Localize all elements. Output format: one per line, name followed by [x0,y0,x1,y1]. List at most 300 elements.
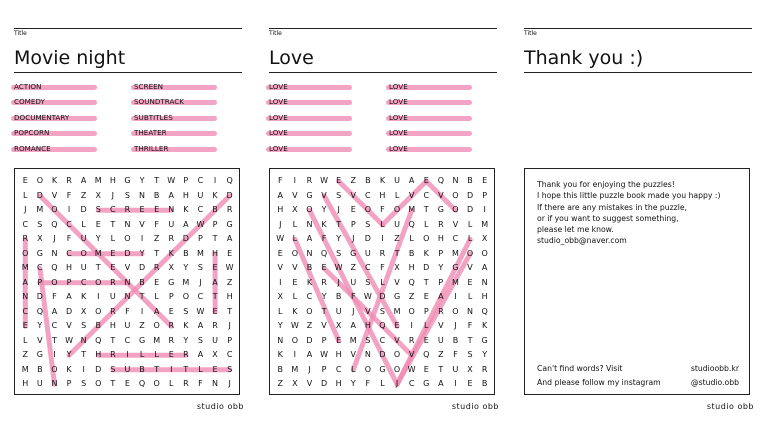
grid-letter[interactable]: A [306,234,313,243]
grid-letter[interactable]: A [481,263,488,272]
grid-letter[interactable]: H [335,379,342,388]
grid-letter[interactable]: K [66,364,72,374]
grid-letter[interactable]: W [167,176,176,185]
grid-letter[interactable]: A [350,321,356,330]
grid-letter[interactable]: G [36,350,43,359]
grid-letter[interactable]: L [467,292,473,301]
grid-letter[interactable]: O [481,248,488,258]
grid-letter[interactable]: J [454,321,457,330]
grid-letter[interactable]: O [452,306,459,316]
grid-letter[interactable]: R [168,234,175,243]
grid-letter[interactable]: P [37,277,43,287]
grid-letter[interactable]: D [379,292,386,301]
grid-letter[interactable]: Q [95,335,102,345]
grid-letter[interactable]: V [350,190,356,200]
grid-letter[interactable]: P [438,277,444,287]
grid-letter[interactable]: W [276,234,285,243]
grid-letter[interactable]: K [51,176,58,185]
grid-letter[interactable]: C [365,190,371,200]
grid-letter[interactable]: N [277,335,284,345]
grid-letter[interactable]: C [22,306,29,316]
grid-letter[interactable]: C [379,335,386,345]
grid-letter[interactable]: E [423,335,429,345]
grid-letter[interactable]: V [306,379,313,388]
grid-letter[interactable]: A [277,190,283,200]
grid-letter[interactable]: O [452,190,459,200]
grid-letter[interactable]: P [321,335,327,345]
grid-letter[interactable]: E [336,176,342,185]
grid-letter[interactable]: F [350,292,356,301]
grid-letter[interactable]: M [182,277,190,287]
grid-letter[interactable]: S [37,219,43,229]
grid-letter[interactable]: S [227,364,233,374]
grid-letter[interactable]: E [95,219,101,229]
grid-letter[interactable]: A [197,321,204,330]
grid-letter[interactable]: G [452,263,459,272]
grid-letter[interactable]: G [379,364,386,374]
grid-letter[interactable]: Q [408,277,415,287]
grid-letter[interactable]: C [80,277,87,287]
grid-letter[interactable]: F [467,321,473,330]
grid-letter[interactable]: Z [139,321,145,330]
grid-letter[interactable]: A [438,292,444,301]
grid-letter[interactable]: V [350,350,356,359]
grid-letter[interactable]: A [197,350,204,359]
grid-letter[interactable]: Z [277,379,283,388]
grid-letter[interactable]: K [212,190,218,200]
grid-letter[interactable]: D [364,234,371,243]
grid-letter[interactable]: N [467,306,474,316]
grid-letter[interactable]: T [321,306,327,316]
grid-letter[interactable]: V [394,277,400,287]
grid-letter[interactable]: G [481,335,488,345]
grid-letter[interactable]: L [380,379,385,388]
grid-letter[interactable]: C [197,176,204,185]
grid-letter[interactable]: F [66,234,72,243]
grid-letter[interactable]: O [153,379,160,388]
grid-letter[interactable]: V [438,321,444,330]
grid-letter[interactable]: X [335,321,342,330]
grid-letter[interactable]: D [466,205,474,214]
grid-letter[interactable]: Q [138,379,146,388]
grid-letter[interactable]: V [408,190,415,200]
grid-letter[interactable]: X [80,306,87,316]
grid-letter[interactable]: R [110,306,116,316]
grid-letter[interactable]: P [350,219,356,229]
grid-letter[interactable]: E [423,364,429,374]
grid-letter[interactable]: P [227,335,233,345]
grid-letter[interactable]: V [66,321,72,330]
grid-letter[interactable]: J [352,306,355,316]
grid-letter[interactable]: A [51,306,58,316]
grid-letter[interactable]: D [306,335,313,345]
grid-letter[interactable]: M [153,335,161,345]
grid-letter[interactable]: I [381,234,384,243]
grid-letter[interactable]: R [321,277,327,287]
grid-letter[interactable]: W [320,350,328,359]
grid-letter[interactable]: X [292,205,298,214]
grid-letter[interactable]: T [154,176,160,185]
grid-letter[interactable]: Y [438,263,444,272]
grid-letter[interactable]: B [365,176,371,185]
grid-letter[interactable]: N [306,219,313,229]
grid-letter[interactable]: J [337,205,340,214]
grid-letter[interactable]: L [467,234,473,243]
grid-letter[interactable]: F [380,205,385,214]
grid-letter[interactable]: K [321,219,327,229]
grid-letter[interactable]: K [183,321,189,330]
grid-letter[interactable]: U [109,292,116,301]
grid-letter[interactable]: D [182,234,189,243]
grid-letter[interactable]: L [292,292,298,301]
grid-letter[interactable]: S [197,263,203,272]
grid-letter[interactable]: P [438,248,444,258]
grid-letter[interactable]: Q [51,263,58,272]
grid-letter[interactable]: M [94,176,102,185]
grid-letter[interactable]: D [36,292,43,301]
grid-letter[interactable]: C [124,335,131,345]
grid-letter[interactable]: A [168,190,174,200]
grid-letter[interactable]: E [423,292,429,301]
grid-letter[interactable]: Z [350,263,356,272]
grid-letter[interactable]: W [320,176,328,185]
grid-letter[interactable]: S [336,248,342,258]
grid-letter[interactable]: D [124,248,131,258]
grid-letter[interactable]: E [212,306,218,316]
grid-letter[interactable]: E [336,335,342,345]
grid-letter[interactable]: D [379,350,386,359]
grid-letter[interactable]: O [393,364,401,374]
grid-letter[interactable]: K [482,321,488,330]
grid-letter[interactable]: Z [408,292,415,301]
grid-letter[interactable]: E [212,263,218,272]
grid-letter[interactable]: X [467,364,473,374]
grid-letter[interactable]: S [467,350,473,359]
grid-letter[interactable]: P [321,364,327,374]
grid-letter[interactable]: H [66,263,73,272]
grid-letter[interactable]: G [393,292,401,301]
grid-letter[interactable]: I [97,292,100,301]
grid-letter[interactable]: Q [226,176,233,185]
grid-letter[interactable]: R [481,364,488,374]
grid-letter[interactable]: R [438,219,444,229]
grid-letter[interactable]: A [408,176,415,185]
grid-letter[interactable]: M [21,263,29,272]
grid-letter[interactable]: R [379,248,386,258]
grid-letter[interactable]: N [51,248,58,258]
grid-letter[interactable]: P [66,277,72,287]
grid-letter[interactable]: O [124,234,131,243]
grid-letter[interactable]: M [451,248,459,258]
grid-letter[interactable]: J [24,205,27,214]
grid-letter[interactable]: E [22,176,28,185]
grid-letter[interactable]: H [481,292,488,301]
grid-letter[interactable]: J [395,379,399,388]
grid-letter[interactable]: G [350,248,357,258]
grid-letter[interactable]: C [51,321,58,330]
grid-letter[interactable]: O [51,364,58,374]
grid-letter[interactable]: G [306,190,313,200]
grid-letter[interactable]: B [212,205,218,214]
grid-letter[interactable]: U [80,234,87,243]
grid-letter[interactable]: U [124,364,131,374]
grid-letter[interactable]: D [466,190,474,200]
grid-letter[interactable]: B [139,277,145,287]
grid-letter[interactable]: H [109,176,116,185]
grid-letter[interactable]: L [139,350,145,359]
grid-letter[interactable]: O [466,248,474,258]
grid-letter[interactable]: I [213,176,217,185]
grid-letter[interactable]: M [36,205,44,214]
grid-letter[interactable]: N [124,292,131,301]
grid-letter[interactable]: W [196,306,205,316]
grid-letter[interactable]: D [320,379,328,388]
grid-letter[interactable]: N [306,248,313,258]
grid-letter[interactable]: M [393,306,401,316]
grid-letter[interactable]: O [291,335,298,345]
grid-letter[interactable]: J [352,234,355,243]
grid-letter[interactable]: A [22,277,28,287]
grid-letter[interactable]: C [365,263,371,272]
grid-letter[interactable]: L [110,234,116,243]
grid-letter[interactable]: C [306,292,313,301]
grid-letter[interactable]: O [393,350,401,359]
grid-letter[interactable]: V [124,263,131,272]
grid-letter[interactable]: R [408,335,415,345]
grid-letter[interactable]: E [227,248,233,258]
grid-letter[interactable]: M [94,248,102,258]
grid-letter[interactable]: T [81,350,87,359]
grid-letter[interactable]: J [53,234,56,243]
grid-letter[interactable]: Y [336,234,342,243]
grid-letter[interactable]: Q [408,219,415,229]
grid-letter[interactable]: G [138,335,146,345]
grid-letter[interactable]: E [277,248,283,258]
grid-letter[interactable]: V [321,321,327,330]
grid-letter[interactable]: H [212,248,219,258]
grid-letter[interactable]: V [394,335,400,345]
grid-letter[interactable]: F [125,306,130,316]
grid-letter[interactable]: V [292,263,298,272]
grid-letter[interactable]: L [394,190,400,200]
grid-letter[interactable]: T [438,364,444,374]
grid-letter[interactable]: T [110,379,116,388]
grid-letter[interactable]: O [364,205,371,214]
grid-letter[interactable]: O [306,306,313,316]
grid-letter[interactable]: F [154,219,159,229]
grid-letter[interactable]: T [212,292,218,301]
grid-letter[interactable]: B [95,321,101,330]
grid-letter[interactable]: T [212,234,218,243]
grid-letter[interactable]: R [124,205,131,214]
grid-letter[interactable]: B [408,248,415,258]
grid-letter[interactable]: J [279,219,282,229]
grid-letter[interactable]: S [197,335,203,345]
grid-letter[interactable]: T [227,306,233,316]
grid-letter[interactable]: H [437,234,444,243]
grid-letter[interactable]: B [481,379,488,388]
grid-letter[interactable]: O [95,306,102,316]
grid-letter[interactable]: W [225,263,234,272]
grid-letter[interactable]: Z [394,234,400,243]
grid-letter[interactable]: P [66,379,72,388]
grid-letter[interactable]: O [408,306,415,316]
grid-letter[interactable]: M [21,364,29,374]
grid-letter[interactable]: N [139,190,146,200]
grid-letter[interactable]: M [349,335,357,345]
grid-letter[interactable]: Z [350,176,356,185]
grid-letter[interactable]: T [423,277,429,287]
grid-letter[interactable]: V [321,190,327,200]
grid-letter[interactable]: J [111,190,115,200]
grid-letter[interactable]: M [291,364,299,374]
grid-letter[interactable]: S [124,190,130,200]
grid-letter[interactable]: K [168,248,174,258]
grid-letter[interactable]: W [196,219,205,229]
grid-letter[interactable]: W [407,364,416,374]
grid-letter[interactable]: L [154,350,159,359]
grid-letter[interactable]: A [80,176,87,185]
grid-letter[interactable]: Y [66,350,72,359]
grid-letter[interactable]: H [277,205,284,214]
grid-letter[interactable]: E [212,364,218,374]
grid-letter[interactable]: F [453,350,458,359]
grid-letter[interactable]: V [277,263,283,272]
instagram-link[interactable]: @studio.obb [690,378,739,387]
grid-letter[interactable]: S [365,219,371,229]
grid-letter[interactable]: Y [37,321,43,330]
grid-letter[interactable]: A [66,292,72,301]
grid-letter[interactable]: A [212,277,218,287]
grid-letter[interactable]: U [394,176,400,185]
grid-letter[interactable]: C [423,190,430,200]
grid-letter[interactable]: T [394,248,400,258]
grid-letter[interactable]: I [53,350,56,359]
grid-letter[interactable]: L [23,190,28,200]
grid-letter[interactable]: L [198,364,203,374]
grid-letter[interactable]: R [153,263,160,272]
grid-letter[interactable]: B [37,364,43,374]
grid-letter[interactable]: O [364,364,371,374]
grid-letter[interactable]: D [65,306,73,316]
grid-letter[interactable]: I [140,234,144,243]
grid-letter[interactable]: R [226,205,233,214]
grid-letter[interactable]: O [80,248,87,258]
grid-letter[interactable]: L [154,292,159,301]
grid-letter[interactable]: C [66,248,72,258]
grid-letter[interactable]: E [139,205,145,214]
grid-letter[interactable]: T [154,248,160,258]
grid-letter[interactable]: B [467,176,473,185]
grid-letter[interactable]: B [335,292,342,301]
grid-letter[interactable]: O [291,248,298,258]
grid-letter[interactable]: O [95,277,102,287]
grid-letter[interactable]: O [95,379,102,388]
grid-letter[interactable]: T [51,335,57,345]
grid-letter[interactable]: O [153,321,160,330]
grid-letter[interactable]: O [22,248,29,258]
grid-letter[interactable]: S [110,364,116,374]
grid-letter[interactable]: K [306,277,313,287]
grid-letter[interactable]: T [183,364,189,374]
grid-letter[interactable]: U [197,190,204,200]
grid-letter[interactable]: T [110,335,116,345]
grid-letter[interactable]: Y [277,321,283,330]
grid-letter[interactable]: E [482,176,488,185]
grid-letter[interactable]: G [437,205,444,214]
grid-letter[interactable]: I [454,379,457,388]
grid-letter[interactable]: M [408,205,416,214]
grid-letter[interactable]: U [124,321,131,330]
grid-letter[interactable]: G [226,219,233,229]
grid-letter[interactable]: O [393,205,401,214]
grid-letter[interactable]: L [380,219,385,229]
grid-letter[interactable]: T [467,335,473,345]
grid-letter[interactable]: P [183,176,189,185]
grid-letter[interactable]: R [66,176,72,185]
grid-letter[interactable]: Y [482,350,488,359]
grid-letter[interactable]: K [183,205,189,214]
grid-letter[interactable]: E [168,350,174,359]
grid-letter[interactable]: L [351,364,356,374]
grid-letter[interactable]: E [168,306,174,316]
grid-letter[interactable]: N [51,379,58,388]
grid-letter[interactable]: W [363,292,372,301]
grid-letter[interactable]: Y [321,205,327,214]
grid-letter[interactable]: T [110,219,116,229]
grid-letter[interactable]: X [394,263,400,272]
grid-letter[interactable]: B [153,190,160,200]
grid-letter[interactable]: J [228,379,231,388]
grid-letter[interactable]: J [308,364,311,374]
grid-letter[interactable]: N [452,176,459,185]
grid-letter[interactable]: L [424,321,429,330]
grid-letter[interactable]: Z [22,350,28,359]
grid-letter[interactable]: I [140,306,144,316]
grid-letter[interactable]: N [364,350,371,359]
grid-letter[interactable]: Q [51,219,58,229]
grid-letter[interactable]: E [423,176,429,185]
grid-letter[interactable]: V [408,350,415,359]
grid-letter[interactable]: H [379,190,386,200]
grid-letter[interactable]: I [279,277,282,287]
grid-letter[interactable]: F [365,379,371,388]
grid-letter[interactable]: Q [423,350,430,359]
grid-letter[interactable]: N [212,379,219,388]
grid-letter[interactable]: I [454,292,457,301]
grid-letter[interactable]: N [80,335,87,345]
grid-letter[interactable]: V [292,190,298,200]
grid-letter[interactable]: X [212,350,218,359]
grid-letter[interactable]: I [82,364,85,374]
grid-letter[interactable]: H [335,350,342,359]
grid-letter[interactable]: L [292,234,298,243]
grid-letter[interactable]: R [110,277,116,287]
grid-letter[interactable]: P [482,190,488,200]
grid-letter[interactable]: S [365,277,371,287]
grid-letter[interactable]: P [212,219,218,229]
grid-letter[interactable]: E [394,321,400,330]
grid-letter[interactable]: W [290,321,299,330]
grid-letter[interactable]: R [168,321,175,330]
grid-letter[interactable]: G [423,379,430,388]
grid-letter[interactable]: Z [226,277,233,287]
grid-letter[interactable]: R [183,350,189,359]
grid-letter[interactable]: L [467,219,473,229]
grid-letter[interactable]: B [306,263,313,272]
grid-letter[interactable]: F [277,176,283,185]
grid-letter[interactable]: R [212,321,218,330]
